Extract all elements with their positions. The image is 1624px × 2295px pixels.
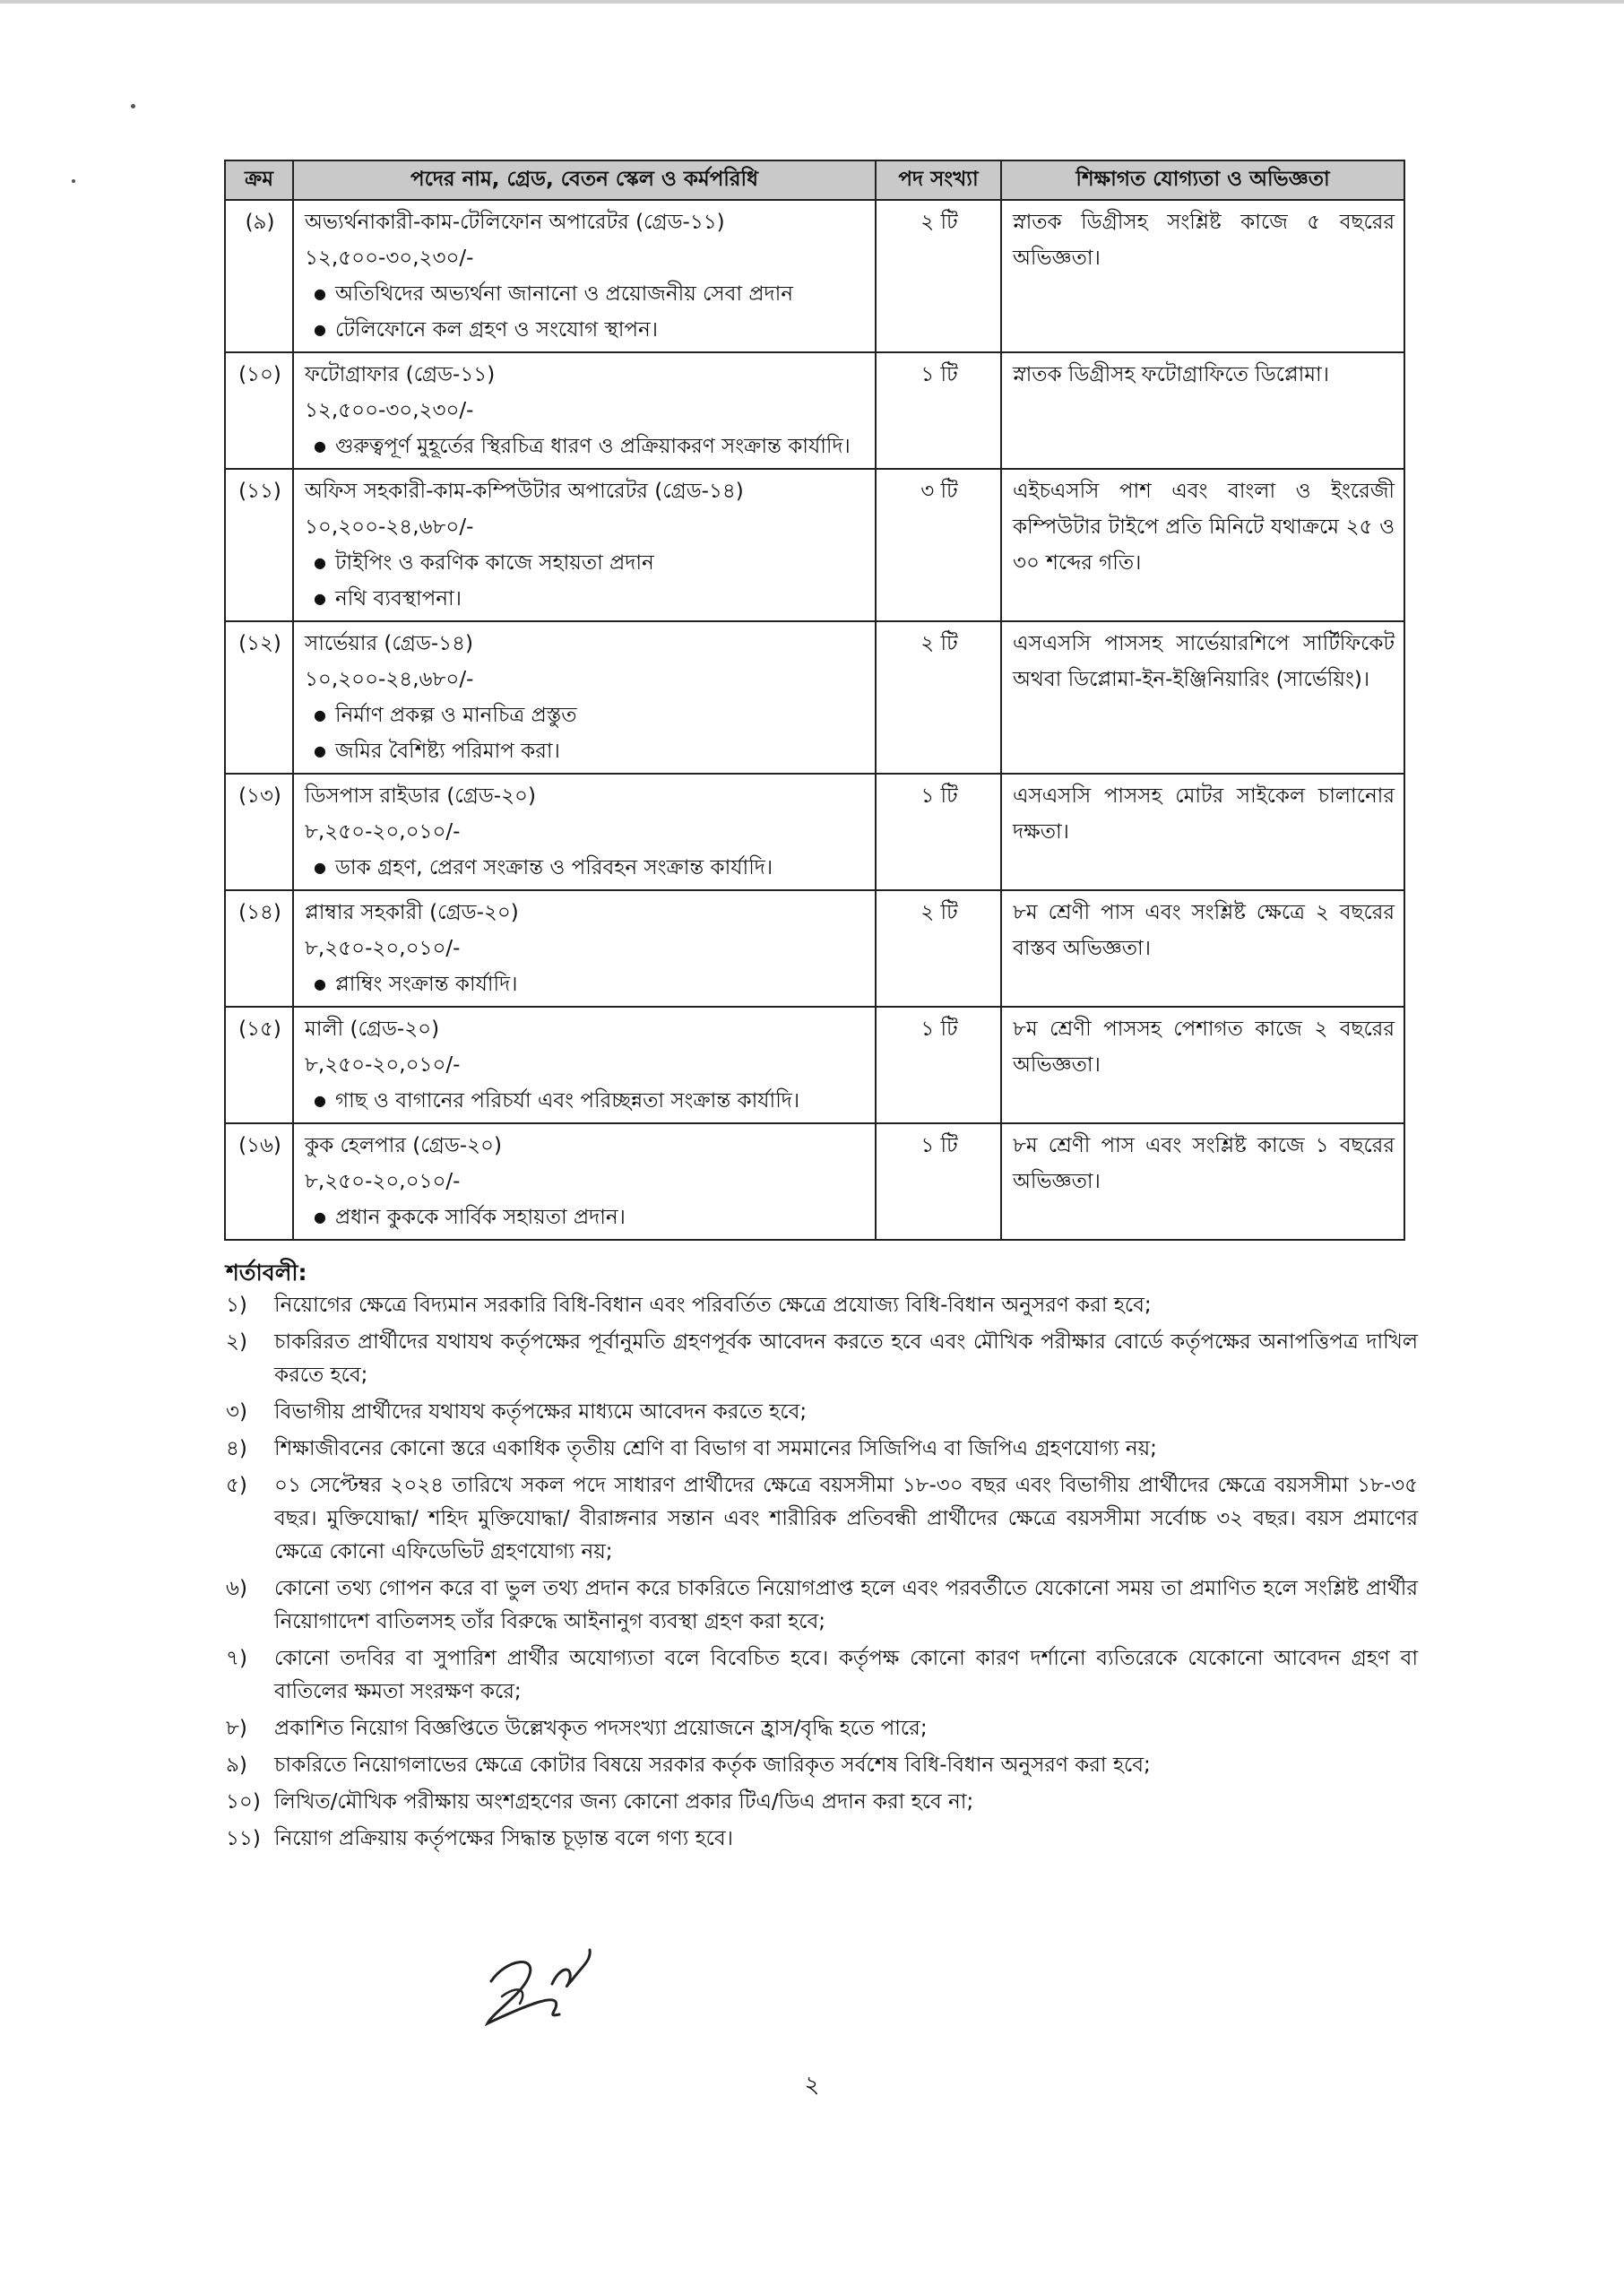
header-post: পদের নাম, গ্রেড, বেতন স্কেল ও কর্মপরিধি — [293, 160, 876, 200]
row-serial: (১৬) — [225, 1123, 293, 1240]
condition-item — [226, 1469, 1418, 1569]
condition-text: বিভাগীয় প্রার্থীদের যথাযথ কর্তৃপক্ষের মাধ্যমে আবেদন করতে হবে; — [274, 1400, 808, 1424]
condition-number: ৫) — [226, 1474, 247, 1497]
page-number: ২ — [804, 2072, 820, 2099]
row-post-details — [293, 1123, 876, 1240]
condition-number: ১) — [226, 1294, 247, 1317]
post-count: ২ টি — [876, 621, 1001, 774]
duty-item: ● অতিথিদের অভ্যর্থনা জানানো ও প্রয়োজনীয় সেবা প্রদান — [305, 276, 866, 312]
post-count: ১ টি — [876, 1007, 1001, 1123]
condition-text: চাকরিতে নিয়োগলাভের ক্ষেত্রে কোটার বিষয়ে সরকার কর্তৃক জারিকৃত সর্বশেষ বিধি-বিধান অনুসরণ করা হবে; — [274, 1754, 1151, 1777]
qualification: এসএসসি পাসসহ মোটর সাইকেল চালানোর দক্ষতা। — [1001, 774, 1404, 890]
row-serial: (১৫) — [225, 1007, 293, 1123]
scan-speck — [131, 104, 135, 108]
condition-item — [226, 1572, 1418, 1639]
qualification: ৮ম শ্রেণী পাসসহ পেশাগত কাজে ২ বছরের অভিজ্ঞতা। — [1001, 1007, 1404, 1123]
qualification: ৮ম শ্রেণী পাস এবং সংশ্লিষ্ট ক্ষেত্রে ২ বছরের বাস্তব অভিজ্ঞতা। — [1001, 890, 1404, 1007]
condition-number: ৪) — [226, 1437, 247, 1460]
condition-text: কোনো তদবির বা সুপারিশ প্রার্থীর অযোগ্যতা বলে বিবেচিত হবে। কর্তৃপক্ষ কোনো কারণ দর্শানো ব্যতিরেকে যেকোনো আবেদন গ্রহণ বা বাতিলের ক্ষমতা সংরক্ষণ করে; — [274, 1647, 1418, 1703]
post-title: ডিসপাস রাইডার (গ্রেড-২০) — [305, 784, 536, 808]
qualification: ৮ম শ্রেণী পাস এবং সংশ্লিষ্ট কাজে ১ বছরের অভিজ্ঞতা। — [1001, 1123, 1404, 1240]
condition-text: শিক্ষাজীবনের কোনো স্তরে একাধিক তৃতীয় শ্রেণি বা বিভাগ বা সমমানের সিজিপিএ বা জিপিএ গ্রহণযোগ্য নয়; — [274, 1437, 1157, 1460]
post-count: ২ টি — [876, 200, 1001, 352]
post-count: ২ টি — [876, 890, 1001, 1007]
post-title: অভ্যর্থনাকারী-কাম-টেলিফোন অপারেটর (গ্রেড-১১) — [305, 211, 725, 234]
row-post-details — [293, 774, 876, 890]
post-title: সার্ভেয়ার (গ্রেড-১৪) — [305, 632, 474, 655]
condition-item — [226, 1749, 1418, 1782]
row-serial: (১২) — [225, 621, 293, 774]
post-title: মালী (গ্রেড-২০) — [305, 1018, 440, 1041]
table-body — [225, 200, 1404, 1240]
table-row — [225, 1123, 1404, 1240]
condition-item — [226, 1326, 1418, 1392]
post-count: ১ টি — [876, 352, 1001, 469]
duty-item: ● গুরুত্বপূর্ণ মুহূর্তের স্থিরচিত্র ধারণ ও প্রক্রিয়াকরণ সংক্রান্ত কার্যাদি। — [305, 429, 866, 464]
qualification: স্নাতক ডিগ্রীসহ ফটোগ্রাফিতে ডিপ্লোমা। — [1001, 352, 1404, 469]
row-post-details — [293, 1007, 876, 1123]
signature-icon — [466, 1932, 627, 2031]
duty-item: ● ডাক গ্রহণ, প্রেরণ সংক্রান্ত ও পরিবহন সংক্রান্ত কার্যাদি। — [305, 850, 866, 886]
conditions-list — [226, 1289, 1418, 1859]
row-post-details — [293, 200, 876, 352]
qualification: এইচএসসি পাশ এবং বাংলা ও ইংরেজী কম্পিউটার টাইপে প্রতি মিনিটে যথাক্রমে ২৫ ও ৩০ শব্দের গতি। — [1001, 469, 1404, 621]
header-qualification: শিক্ষাগত যোগ্যতা ও অভিজ্ঞতা — [1001, 160, 1404, 200]
row-serial: (১০) — [225, 352, 293, 469]
post-count: ৩ টি — [876, 469, 1001, 621]
condition-item — [226, 1786, 1418, 1819]
table-header-row — [225, 160, 1404, 200]
table-row — [225, 1007, 1404, 1123]
condition-number: ১১) — [226, 1827, 261, 1850]
condition-number: ৯) — [226, 1754, 247, 1777]
pay-scale: ১২,৫০০-৩০,২৩০/- — [305, 247, 474, 270]
table-row — [225, 352, 1404, 469]
condition-text: প্রকাশিত নিয়োগ বিজ্ঞপ্তিতে উল্লেখকৃত পদসংখ্যা প্রয়োজনে হ্রাস/বৃদ্ধি হতে পারে; — [274, 1717, 928, 1740]
qualification: স্নাতক ডিগ্রীসহ সংশ্লিষ্ট কাজে ৫ বছরের অভিজ্ঞতা। — [1001, 200, 1404, 352]
condition-number: ৭) — [226, 1647, 247, 1670]
condition-item — [226, 1712, 1418, 1745]
condition-item — [226, 1396, 1418, 1429]
job-posts-table — [224, 160, 1405, 1241]
scan-speck — [72, 179, 75, 183]
duty-item: ● প্লাম্বিং সংক্রান্ত কার্যাদি। — [305, 966, 866, 1002]
condition-text: চাকরিরত প্রার্থীদের যথাযথ কর্তৃপক্ষের পূর্বানুমতি গ্রহণপূর্বক আবেদন করতে হবে এবং মৌখিক পরীক্ষার বোর্ডে কর্তৃপক্ষের অনাপত্তিপত্র দাখিল করতে হবে; — [274, 1330, 1418, 1387]
table-row — [225, 469, 1404, 621]
pay-scale: ৮,২৫০-২০,০১০/- — [305, 820, 461, 844]
post-title: ফটোগ্রাফার (গ্রেড-১১) — [305, 363, 496, 386]
condition-text: কোনো তথ্য গোপন করে বা ভুল তথ্য প্রদান করে চাকরিতে নিয়োগপ্রাপ্ত হলে এবং পরবর্তীতে যেকোনো সময় তা প্রমাণিত হলে সংশ্লিষ্ট প্রার্থীর নিয়োগাদেশ বাতিলসহ তাঁর বিরুদ্ধে আইনানুগ ব্যবস্থা গ্রহণ করা হবে; — [274, 1577, 1418, 1633]
condition-number: ৩) — [226, 1400, 247, 1424]
row-post-details — [293, 352, 876, 469]
pay-scale: ৮,২৫০-২০,০১০/- — [305, 1170, 461, 1193]
pay-scale: ১০,২০০-২৪,৬৮০/- — [305, 668, 474, 691]
condition-number: ১০) — [226, 1790, 261, 1814]
row-post-details — [293, 469, 876, 621]
duty-item: ● নথি ব্যবস্থাপনা। — [305, 581, 866, 617]
table-row — [225, 774, 1404, 890]
condition-number: ৮) — [226, 1717, 247, 1740]
header-count: পদ সংখ্যা — [876, 160, 1001, 200]
condition-item — [226, 1823, 1418, 1856]
condition-number: ২) — [226, 1330, 247, 1354]
post-title: কুক হেলপার (গ্রেড-২০) — [305, 1134, 502, 1157]
table-row — [225, 621, 1404, 774]
condition-number: ৬) — [226, 1577, 247, 1600]
condition-item — [226, 1289, 1418, 1322]
condition-text: নিয়োগের ক্ষেত্রে বিদ্যমান সরকারি বিধি-বিধান এবং পরিবর্তিত ক্ষেত্রে প্রযোজ্য বিধি-বিধান অনুসরণ করা হবে; — [274, 1294, 1152, 1317]
row-serial: (১৪) — [225, 890, 293, 1007]
row-post-details — [293, 890, 876, 1007]
condition-text: লিখিত/মৌখিক পরীক্ষায় অংশগ্রহণের জন্য কোনো প্রকার টিএ/ডিএ প্রদান করা হবে না; — [274, 1790, 974, 1814]
duty-item: ● টাইপিং ও করণিক কাজে সহায়তা প্রদান — [305, 545, 866, 581]
conditions-heading: শর্তাবলী: — [226, 1260, 307, 1286]
row-serial: (১৩) — [225, 774, 293, 890]
duty-item: ● নির্মাণ প্রকল্প ও মানচিত্র প্রস্তুত — [305, 697, 866, 733]
header-serial: ক্রম — [225, 160, 293, 200]
table-row — [225, 200, 1404, 352]
condition-text: নিয়োগ প্রক্রিয়ায় কর্তৃপক্ষের সিদ্ধান্ত চূড়ান্ত বলে গণ্য হবে। — [274, 1827, 733, 1850]
duty-item: ● গাছ ও বাগানের পরিচর্যা এবং পরিচ্ছন্নতা সংক্রান্ত কার্যাদি। — [305, 1083, 866, 1119]
post-count: ১ টি — [876, 1123, 1001, 1240]
scan-edge — [0, 0, 1624, 4]
post-title: প্লাম্বার সহকারী (গ্রেড-২০) — [305, 901, 519, 924]
pay-scale: ৮,২৫০-২০,০১০/- — [305, 1053, 461, 1077]
pay-scale: ৮,২৫০-২০,০১০/- — [305, 937, 461, 960]
post-count: ১ টি — [876, 774, 1001, 890]
condition-item — [226, 1642, 1418, 1709]
duty-item: ● প্রধান কুককে সার্বিক সহায়তা প্রদান। — [305, 1199, 866, 1235]
row-post-details — [293, 621, 876, 774]
duty-item: ● জমির বৈশিষ্ট্য পরিমাপ করা। — [305, 733, 866, 769]
pay-scale: ১০,২০০-২৪,৬৮০/- — [305, 515, 474, 539]
pay-scale: ১২,৫০০-৩০,২৩০/- — [305, 399, 474, 422]
table-row — [225, 890, 1404, 1007]
condition-item — [226, 1433, 1418, 1466]
qualification: এসএসসি পাসসহ সার্ভেয়ারশিপে সার্টিফিকেট অথবা ডিপ্লোমা-ইন-ইঞ্জিনিয়ারিং (সার্ভেয়িং)। — [1001, 621, 1404, 774]
row-serial: (৯) — [225, 200, 293, 352]
duty-item: ● টেলিফোনে কল গ্রহণ ও সংযোগ স্থাপন। — [305, 312, 866, 348]
condition-text: ০১ সেপ্টেম্বর ২০২৪ তারিখে সকল পদে সাধারণ প্রার্থীদের ক্ষেত্রে বয়সসীমা ১৮-৩০ বছর এবং বিভাগীয় প্রার্থীদের ক্ষেত্রে বয়সসীমা ১৮-৩৫ বছর। মুক্তিযোদ্ধা/ শহিদ মুক্তিযোদ্ধা/ বীরাঙ্গনার সন্তান এবং শারীরিক প্রতিবন্ধী প্রার্থীদের ক্ষেত্রে বয়সসীমা সর্বোচ্চ ৩২ বছর। বয়স প্রমাণের ক্ষেত্রে কোনো এফিডেভিট গ্রহণযোগ্য নয়; — [274, 1474, 1418, 1563]
row-serial: (১১) — [225, 469, 293, 621]
post-title: অফিস সহকারী-কাম-কম্পিউটার অপারেটর (গ্রেড-১৪) — [305, 480, 744, 503]
